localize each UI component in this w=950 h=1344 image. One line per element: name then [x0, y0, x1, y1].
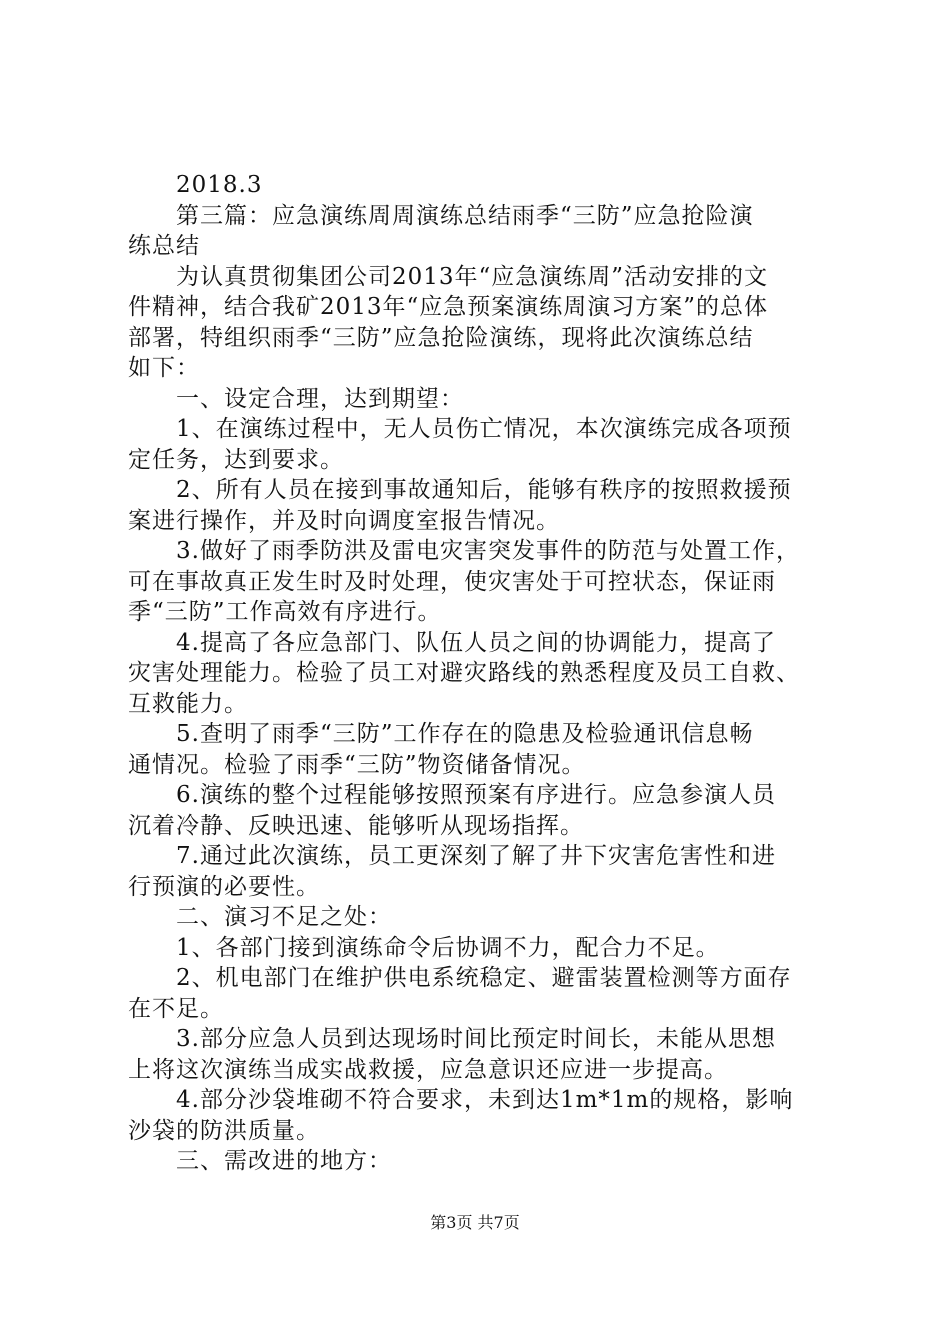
list-item-line: 3.部分应急人员到达现场时间比预定时间长，未能从思想 [176, 1026, 776, 1052]
document-body [128, 170, 828, 1177]
section-title-continued: 练总结 [128, 233, 200, 259]
list-item-line: 沙袋的防洪质量。 [128, 1117, 320, 1144]
heading-two: 二、演习不足之处： [176, 904, 392, 930]
list-item-line: 上将这次演练当成实战救援，应急意识还应进一步提高。 [128, 1056, 728, 1083]
list-item-line: 7.通过此次演练，员工更深刻了解了井下灾害危害性和进 [176, 843, 776, 869]
list-item-line: 季“三防”工作高效有序进行。 [128, 599, 442, 625]
list-item-line: 2、机电部门在维护供电系统稳定、避雷装置检测等方面存 [176, 965, 792, 991]
intro-paragraph-line: 如下： [128, 355, 200, 381]
list-item-line: 2、所有人员在接到事故通知后，能够有秩序的按照救援预 [176, 477, 792, 503]
list-item-line: 3.做好了雨季防洪及雷电灾害突发事件的防范与处置工作， [176, 538, 800, 564]
heading-three: 三、需改进的地方： [176, 1148, 392, 1174]
list-item-line: 4.提高了各应急部门、队伍人员之间的协调能力，提高了 [176, 629, 776, 656]
intro-paragraph-line: 为认真贯彻集团公司2013年“应急演练周”活动安排的文 [176, 263, 769, 290]
intro-paragraph-line: 件精神，结合我矿2013年“应急预案演练周演习方案”的总体 [128, 294, 769, 320]
list-item-line: 行预演的必要性。 [128, 873, 320, 900]
heading-one: 一、设定合理，达到期望： [176, 385, 464, 412]
list-item-line: 在不足。 [128, 995, 224, 1022]
intro-paragraph-line: 部署，特组织雨季“三防”应急抢险演练，现将此次演练总结 [128, 324, 754, 351]
list-item-line: 4.部分沙袋堆砌不符合要求，未到达1m*1m的规格，影响 [176, 1087, 794, 1113]
list-item-line: 6.演练的整个过程能够按照预案有序进行。应急参演人员 [176, 782, 776, 808]
list-item-line: 灾害处理能力。检验了员工对避灾路线的熟悉程度及员工自救、 [128, 660, 800, 686]
list-item-line: 通情况。检验了雨季“三防”物资储备情况。 [128, 751, 586, 778]
list-item-line: 互救能力。 [128, 690, 248, 717]
section-title: 第三篇：应急演练周周演练总结雨季“三防”应急抢险演 [176, 202, 754, 229]
list-item-line: 可在事故真正发生时及时处理，使灾害处于可控状态，保证雨 [128, 568, 776, 595]
list-item-line: 沉着冷静、反映迅速、能够听从现场指挥。 [128, 812, 584, 839]
list-item-line: 定任务，达到要求。 [128, 446, 344, 473]
page-number: 第3页 共7页 [430, 1213, 520, 1232]
list-item-line: 案进行操作，并及时向调度室报告情况。 [128, 507, 560, 534]
list-item-line: 5.查明了雨季“三防”工作存在的隐患及检验通讯信息畅 [176, 721, 754, 747]
list-item-line: 1、在演练过程中，无人员伤亡情况，本次演练完成各项预 [176, 416, 792, 442]
list-item-line: 1、各部门接到演练命令后协调不力，配合力不足。 [176, 934, 720, 961]
date-line: 2018.3 [176, 172, 263, 198]
